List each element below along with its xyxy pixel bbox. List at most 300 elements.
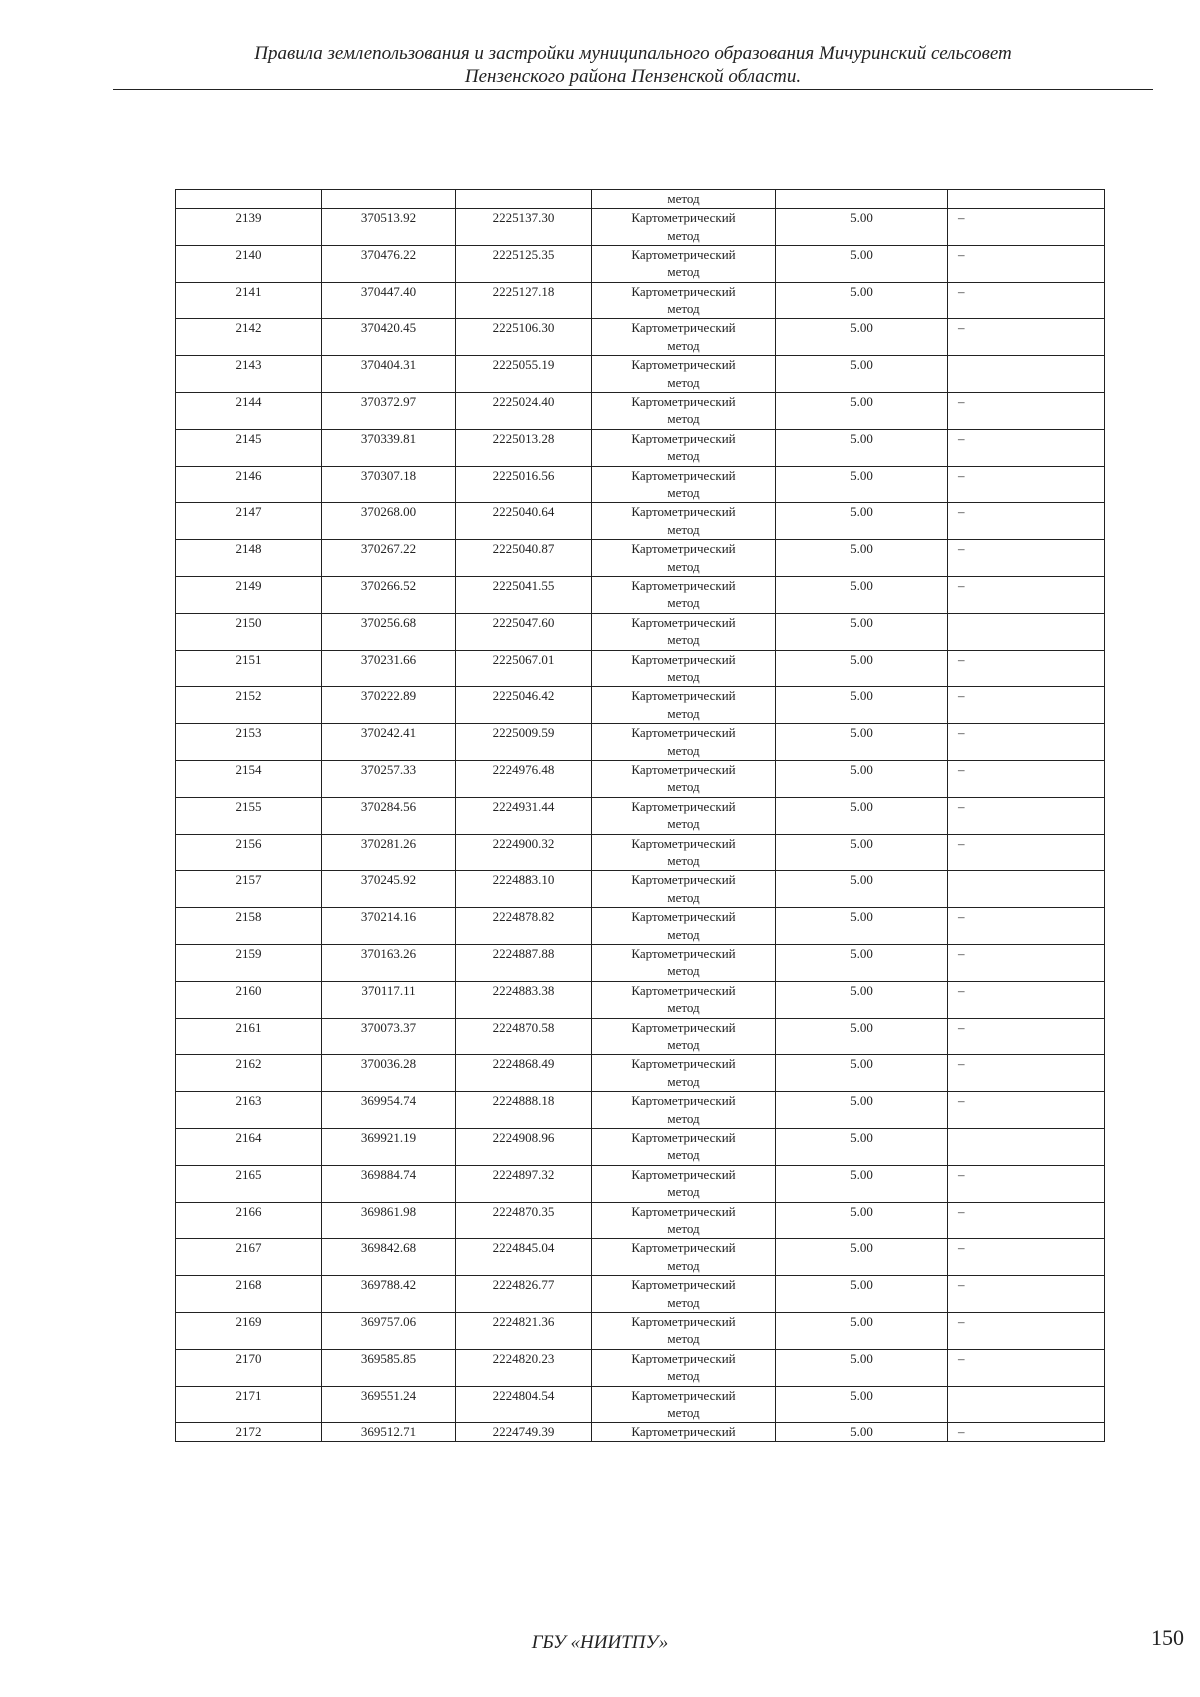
coordinates-table-body xyxy=(176,190,1105,1442)
method-line-1: Картометрический xyxy=(631,835,736,851)
note-cell xyxy=(948,871,1105,908)
x-coordinate-cell: 370513.92 xyxy=(322,209,456,246)
point-number-cell: 2166 xyxy=(176,1202,322,1239)
note-cell: – xyxy=(948,1312,1105,1349)
method-line-2: метод xyxy=(667,448,700,464)
header-divider xyxy=(113,89,1153,90)
accuracy-cell: 5.00 xyxy=(776,282,948,319)
y-coordinate-cell: 2225067.01 xyxy=(456,650,592,687)
method-line-1: Картометрический xyxy=(631,725,736,741)
accuracy-cell: 5.00 xyxy=(776,1018,948,1055)
x-coordinate-cell: 370245.92 xyxy=(322,871,456,908)
y-coordinate-cell: 2224868.49 xyxy=(456,1055,592,1092)
x-coordinate-cell: 369585.85 xyxy=(322,1349,456,1386)
x-coordinate-cell: 369884.74 xyxy=(322,1165,456,1202)
point-number-cell: 2143 xyxy=(176,356,322,393)
method-cell xyxy=(592,319,776,356)
note-cell: – xyxy=(948,1349,1105,1386)
method-line-1: Картометрический xyxy=(631,761,736,777)
method-line-2: метод xyxy=(667,1000,700,1016)
table-row xyxy=(176,760,1105,797)
point-number-cell: 2165 xyxy=(176,1165,322,1202)
method-cell xyxy=(592,466,776,503)
y-coordinate-cell: 2224804.54 xyxy=(456,1386,592,1423)
method-cell xyxy=(592,981,776,1018)
table-row xyxy=(176,1312,1105,1349)
y-coordinate-cell: 2225125.35 xyxy=(456,245,592,282)
point-number-cell: 2159 xyxy=(176,944,322,981)
x-coordinate-cell: 370267.22 xyxy=(322,540,456,577)
y-coordinate-cell: 2225106.30 xyxy=(456,319,592,356)
method-line-2: метод xyxy=(667,595,700,611)
method-cell xyxy=(592,687,776,724)
table-row xyxy=(176,1092,1105,1129)
table-row xyxy=(176,282,1105,319)
table-row xyxy=(176,1128,1105,1165)
method-line-1: Картометрический xyxy=(631,909,736,925)
note-cell: – xyxy=(948,1055,1105,1092)
y-coordinate-cell: 2225041.55 xyxy=(456,576,592,613)
method-line-2: метод xyxy=(667,1294,700,1310)
point-number-cell: 2145 xyxy=(176,429,322,466)
point-number-cell: 2162 xyxy=(176,1055,322,1092)
method-cell xyxy=(592,1386,776,1423)
method-line-1: Картометрический xyxy=(631,872,736,888)
y-coordinate-cell: 2224887.88 xyxy=(456,944,592,981)
method-cell xyxy=(592,245,776,282)
method-line-1: Картометрический xyxy=(631,541,736,557)
method-line-1: Картометрический xyxy=(631,504,736,520)
note-cell: – xyxy=(948,392,1105,429)
method-cell xyxy=(592,540,776,577)
x-coordinate-cell: 370214.16 xyxy=(322,908,456,945)
note-cell xyxy=(948,1128,1105,1165)
method-cell xyxy=(592,1128,776,1165)
method-line-2: метод xyxy=(667,1073,700,1089)
table-row xyxy=(176,871,1105,908)
y-coordinate-cell: 2225046.42 xyxy=(456,687,592,724)
accuracy-cell: 5.00 xyxy=(776,1202,948,1239)
table-row-continuation xyxy=(176,190,1105,209)
method-line-2: метод xyxy=(667,374,700,390)
method-cell xyxy=(592,1202,776,1239)
point-number-cell: 2150 xyxy=(176,613,322,650)
method-cell xyxy=(592,1055,776,1092)
y-coordinate-cell: 2224878.82 xyxy=(456,908,592,945)
table-row xyxy=(176,1055,1105,1092)
table-row xyxy=(176,1386,1105,1423)
table-cell xyxy=(456,190,592,209)
method-line-1: Картометрический xyxy=(631,1350,736,1366)
note-cell: – xyxy=(948,797,1105,834)
method-cell xyxy=(592,1239,776,1276)
method-line-1: Картометрический xyxy=(631,430,736,446)
note-cell: – xyxy=(948,981,1105,1018)
method-line-1: Картометрический xyxy=(631,1166,736,1182)
point-number-cell: 2141 xyxy=(176,282,322,319)
method-line-1: Картометрический xyxy=(631,467,736,483)
x-coordinate-cell: 370307.18 xyxy=(322,466,456,503)
y-coordinate-cell: 2225137.30 xyxy=(456,209,592,246)
method-line-1: Картометрический xyxy=(631,357,736,373)
accuracy-cell: 5.00 xyxy=(776,540,948,577)
x-coordinate-cell: 369551.24 xyxy=(322,1386,456,1423)
method-line-2: метод xyxy=(667,632,700,648)
accuracy-cell: 5.00 xyxy=(776,1092,948,1129)
x-coordinate-cell: 370256.68 xyxy=(322,613,456,650)
accuracy-cell: 5.00 xyxy=(776,1055,948,1092)
method-line-2: метод xyxy=(667,669,700,685)
point-number-cell: 2142 xyxy=(176,319,322,356)
method-line-2: метод xyxy=(667,816,700,832)
table-row xyxy=(176,1276,1105,1313)
method-line-2: метод xyxy=(667,411,700,427)
accuracy-cell: 5.00 xyxy=(776,981,948,1018)
point-number-cell: 2163 xyxy=(176,1092,322,1129)
point-number-cell: 2161 xyxy=(176,1018,322,1055)
table-row xyxy=(176,1239,1105,1276)
method-line-2: метод xyxy=(667,337,700,353)
note-cell: – xyxy=(948,687,1105,724)
accuracy-cell: 5.00 xyxy=(776,1312,948,1349)
accuracy-cell: 5.00 xyxy=(776,908,948,945)
header-title-line2: Пензенского района Пензенской области. xyxy=(464,66,802,87)
page-number: 150 xyxy=(1151,1625,1184,1650)
point-number-cell: 2154 xyxy=(176,760,322,797)
y-coordinate-cell: 2224749.39 xyxy=(456,1423,592,1442)
note-cell: – xyxy=(948,1092,1105,1129)
method-line-2: метод xyxy=(667,705,700,721)
y-coordinate-cell: 2224820.23 xyxy=(456,1349,592,1386)
point-number-cell: 2156 xyxy=(176,834,322,871)
table-row xyxy=(176,687,1105,724)
x-coordinate-cell: 370281.26 xyxy=(322,834,456,871)
method-line-2: метод xyxy=(667,485,700,501)
table-cell xyxy=(176,190,322,209)
y-coordinate-cell: 2225127.18 xyxy=(456,282,592,319)
x-coordinate-cell: 370404.31 xyxy=(322,356,456,393)
point-number-cell: 2146 xyxy=(176,466,322,503)
x-coordinate-cell: 370231.66 xyxy=(322,650,456,687)
point-number-cell: 2167 xyxy=(176,1239,322,1276)
point-number-cell: 2170 xyxy=(176,1349,322,1386)
method-line-2: метод xyxy=(667,1257,700,1273)
note-cell: – xyxy=(948,724,1105,761)
accuracy-cell: 5.00 xyxy=(776,245,948,282)
method-cell xyxy=(592,944,776,981)
note-cell: – xyxy=(948,429,1105,466)
note-cell: – xyxy=(948,503,1105,540)
accuracy-cell: 5.00 xyxy=(776,356,948,393)
method-line-2: метод xyxy=(667,1184,700,1200)
table-row xyxy=(176,245,1105,282)
accuracy-cell: 5.00 xyxy=(776,687,948,724)
x-coordinate-cell: 370242.41 xyxy=(322,724,456,761)
method-cell xyxy=(592,282,776,319)
x-coordinate-cell: 370257.33 xyxy=(322,760,456,797)
table-row xyxy=(176,944,1105,981)
method-line-2: метод xyxy=(667,1331,700,1347)
method-cell xyxy=(592,356,776,393)
y-coordinate-cell: 2225009.59 xyxy=(456,724,592,761)
table-cell xyxy=(322,190,456,209)
method-line-1: Картометрический xyxy=(631,1240,736,1256)
method-cell xyxy=(592,1018,776,1055)
method-cell xyxy=(592,1312,776,1349)
table-cell xyxy=(948,190,1105,209)
accuracy-cell: 5.00 xyxy=(776,319,948,356)
method-cell xyxy=(592,908,776,945)
table-row xyxy=(176,981,1105,1018)
method-cell xyxy=(592,1349,776,1386)
note-cell: – xyxy=(948,834,1105,871)
table-cell xyxy=(776,190,948,209)
method-line-1: Картометрический xyxy=(631,1056,736,1072)
header-title-line1: Правила землепользования и застройки муниципального образования Мичуринский сельсовет xyxy=(254,43,1012,64)
method-line-1: Картометрический xyxy=(631,1313,736,1329)
table-row xyxy=(176,209,1105,246)
method-cell xyxy=(592,1092,776,1129)
point-number-cell: 2171 xyxy=(176,1386,322,1423)
page-header xyxy=(113,42,1153,88)
method-line-2: метод xyxy=(667,1037,700,1053)
table-row xyxy=(176,908,1105,945)
method-cell xyxy=(592,1165,776,1202)
method-line-1: Картометрический xyxy=(631,577,736,593)
y-coordinate-cell: 2224897.32 xyxy=(456,1165,592,1202)
method-line-2: метод xyxy=(667,301,700,317)
note-cell xyxy=(948,1386,1105,1423)
method-cell xyxy=(592,650,776,687)
note-cell xyxy=(948,356,1105,393)
method-line-1: Картометрический xyxy=(631,1019,736,1035)
method-line-2: метод xyxy=(667,926,700,942)
accuracy-cell: 5.00 xyxy=(776,650,948,687)
table-row xyxy=(176,1202,1105,1239)
y-coordinate-cell: 2224845.04 xyxy=(456,1239,592,1276)
y-coordinate-cell: 2224883.10 xyxy=(456,871,592,908)
method-line-2: метод xyxy=(667,889,700,905)
x-coordinate-cell: 370036.28 xyxy=(322,1055,456,1092)
x-coordinate-cell: 370222.89 xyxy=(322,687,456,724)
x-coordinate-cell: 369861.98 xyxy=(322,1202,456,1239)
x-coordinate-cell: 370447.40 xyxy=(322,282,456,319)
method-line-2: метод xyxy=(667,264,700,280)
method-cell xyxy=(592,209,776,246)
y-coordinate-cell: 2225024.40 xyxy=(456,392,592,429)
x-coordinate-cell: 370268.00 xyxy=(322,503,456,540)
method-line-1: Картометрический xyxy=(631,1424,736,1440)
method-line-1: Картометрический xyxy=(631,651,736,667)
method-line-2: метод xyxy=(667,227,700,243)
method-line-1: Картометрический xyxy=(631,1203,736,1219)
table-row xyxy=(176,1349,1105,1386)
x-coordinate-cell: 370372.97 xyxy=(322,392,456,429)
x-coordinate-cell: 370117.11 xyxy=(322,981,456,1018)
point-number-cell: 2139 xyxy=(176,209,322,246)
y-coordinate-cell: 2225040.87 xyxy=(456,540,592,577)
y-coordinate-cell: 2225047.60 xyxy=(456,613,592,650)
accuracy-cell: 5.00 xyxy=(776,429,948,466)
y-coordinate-cell: 2224821.36 xyxy=(456,1312,592,1349)
table-row xyxy=(176,576,1105,613)
note-cell: – xyxy=(948,576,1105,613)
note-cell: – xyxy=(948,760,1105,797)
point-number-cell: 2164 xyxy=(176,1128,322,1165)
accuracy-cell: 5.00 xyxy=(776,1239,948,1276)
accuracy-cell: 5.00 xyxy=(776,1165,948,1202)
point-number-cell: 2151 xyxy=(176,650,322,687)
note-cell: – xyxy=(948,1423,1105,1442)
note-cell: – xyxy=(948,1276,1105,1313)
point-number-cell: 2140 xyxy=(176,245,322,282)
method-line-1: Картометрический xyxy=(631,320,736,336)
x-coordinate-cell: 370163.26 xyxy=(322,944,456,981)
y-coordinate-cell: 2225013.28 xyxy=(456,429,592,466)
method-cell xyxy=(592,1276,776,1313)
table-row xyxy=(176,319,1105,356)
method-cell xyxy=(592,576,776,613)
accuracy-cell: 5.00 xyxy=(776,1128,948,1165)
method-line-2: метод xyxy=(667,742,700,758)
accuracy-cell: 5.00 xyxy=(776,576,948,613)
accuracy-cell: 5.00 xyxy=(776,613,948,650)
method-line-1: Картометрический xyxy=(631,1387,736,1403)
method-line-2: метод xyxy=(667,1368,700,1384)
y-coordinate-cell: 2224931.44 xyxy=(456,797,592,834)
note-cell: – xyxy=(948,282,1105,319)
accuracy-cell: 5.00 xyxy=(776,724,948,761)
x-coordinate-cell: 370420.45 xyxy=(322,319,456,356)
x-coordinate-cell: 369921.19 xyxy=(322,1128,456,1165)
method-cell: метод xyxy=(592,190,776,209)
method-line-2: метод xyxy=(667,963,700,979)
note-cell: – xyxy=(948,540,1105,577)
accuracy-cell: 5.00 xyxy=(776,797,948,834)
table-row xyxy=(176,429,1105,466)
point-number-cell: 2148 xyxy=(176,540,322,577)
method-line-2: метод xyxy=(667,1110,700,1126)
method-cell xyxy=(592,613,776,650)
point-number-cell: 2169 xyxy=(176,1312,322,1349)
point-number-cell: 2172 xyxy=(176,1423,322,1442)
method-cell xyxy=(592,392,776,429)
method-cell xyxy=(592,834,776,871)
table-row xyxy=(176,1423,1105,1442)
method-line-2: метод xyxy=(667,1405,700,1420)
method-line-1: Картометрический xyxy=(631,210,736,225)
table-row xyxy=(176,834,1105,871)
point-number-cell: 2149 xyxy=(176,576,322,613)
y-coordinate-cell: 2225016.56 xyxy=(456,466,592,503)
y-coordinate-cell: 2224976.48 xyxy=(456,760,592,797)
accuracy-cell: 5.00 xyxy=(776,1276,948,1313)
point-number-cell: 2144 xyxy=(176,392,322,429)
accuracy-cell: 5.00 xyxy=(776,1423,948,1442)
method-cell xyxy=(592,1423,776,1442)
note-cell: – xyxy=(948,944,1105,981)
point-number-cell: 2155 xyxy=(176,797,322,834)
y-coordinate-cell: 2225055.19 xyxy=(456,356,592,393)
x-coordinate-cell: 369954.74 xyxy=(322,1092,456,1129)
point-number-cell: 2147 xyxy=(176,503,322,540)
x-coordinate-cell: 370339.81 xyxy=(322,429,456,466)
accuracy-cell: 5.00 xyxy=(776,392,948,429)
method-line-1: Картометрический xyxy=(631,393,736,409)
note-cell: – xyxy=(948,1202,1105,1239)
method-line-1: Картометрический xyxy=(631,688,736,704)
y-coordinate-cell: 2225040.64 xyxy=(456,503,592,540)
method-line-2: метод xyxy=(667,521,700,537)
method-line-1: Картометрический xyxy=(631,283,736,299)
point-number-cell: 2168 xyxy=(176,1276,322,1313)
method-line-2: метод xyxy=(667,558,700,574)
table-row xyxy=(176,392,1105,429)
x-coordinate-cell: 369512.71 xyxy=(322,1423,456,1442)
y-coordinate-cell: 2224888.18 xyxy=(456,1092,592,1129)
point-number-cell: 2153 xyxy=(176,724,322,761)
table-row xyxy=(176,540,1105,577)
accuracy-cell: 5.00 xyxy=(776,503,948,540)
method-cell xyxy=(592,724,776,761)
method-line-1: Картометрический xyxy=(631,246,736,262)
method-line-2: метод xyxy=(667,853,700,869)
method-line-1: Картометрический xyxy=(631,614,736,630)
accuracy-cell: 5.00 xyxy=(776,1349,948,1386)
y-coordinate-cell: 2224870.58 xyxy=(456,1018,592,1055)
table-row xyxy=(176,613,1105,650)
y-coordinate-cell: 2224908.96 xyxy=(456,1128,592,1165)
accuracy-cell: 5.00 xyxy=(776,760,948,797)
y-coordinate-cell: 2224900.32 xyxy=(456,834,592,871)
table-row xyxy=(176,724,1105,761)
x-coordinate-cell: 369788.42 xyxy=(322,1276,456,1313)
method-line-2: метод xyxy=(667,1221,700,1237)
table-row xyxy=(176,650,1105,687)
method-cell xyxy=(592,871,776,908)
note-cell: – xyxy=(948,1239,1105,1276)
table-row xyxy=(176,466,1105,503)
method-cell xyxy=(592,797,776,834)
point-number-cell: 2158 xyxy=(176,908,322,945)
note-cell: – xyxy=(948,650,1105,687)
point-number-cell: 2152 xyxy=(176,687,322,724)
table-row xyxy=(176,503,1105,540)
note-cell: – xyxy=(948,1165,1105,1202)
method-line-1: Картометрический xyxy=(631,798,736,814)
table-row xyxy=(176,1165,1105,1202)
note-cell: – xyxy=(948,319,1105,356)
method-cell xyxy=(592,429,776,466)
x-coordinate-cell: 369757.06 xyxy=(322,1312,456,1349)
note-cell xyxy=(948,613,1105,650)
y-coordinate-cell: 2224870.35 xyxy=(456,1202,592,1239)
note-cell: – xyxy=(948,1018,1105,1055)
method-cell xyxy=(592,760,776,797)
method-line-1: Картометрический xyxy=(631,1277,736,1293)
method-line-2: метод xyxy=(667,1147,700,1163)
accuracy-cell: 5.00 xyxy=(776,944,948,981)
footer-organization: ГБУ «НИИТПУ» xyxy=(531,1632,669,1653)
method-cell xyxy=(592,503,776,540)
note-cell: – xyxy=(948,245,1105,282)
x-coordinate-cell: 369842.68 xyxy=(322,1239,456,1276)
accuracy-cell: 5.00 xyxy=(776,834,948,871)
method-line-1: Картометрический xyxy=(631,1093,736,1109)
method-line-2: метод xyxy=(667,779,700,795)
point-number-cell: 2160 xyxy=(176,981,322,1018)
method-line-1: Картометрический xyxy=(631,982,736,998)
